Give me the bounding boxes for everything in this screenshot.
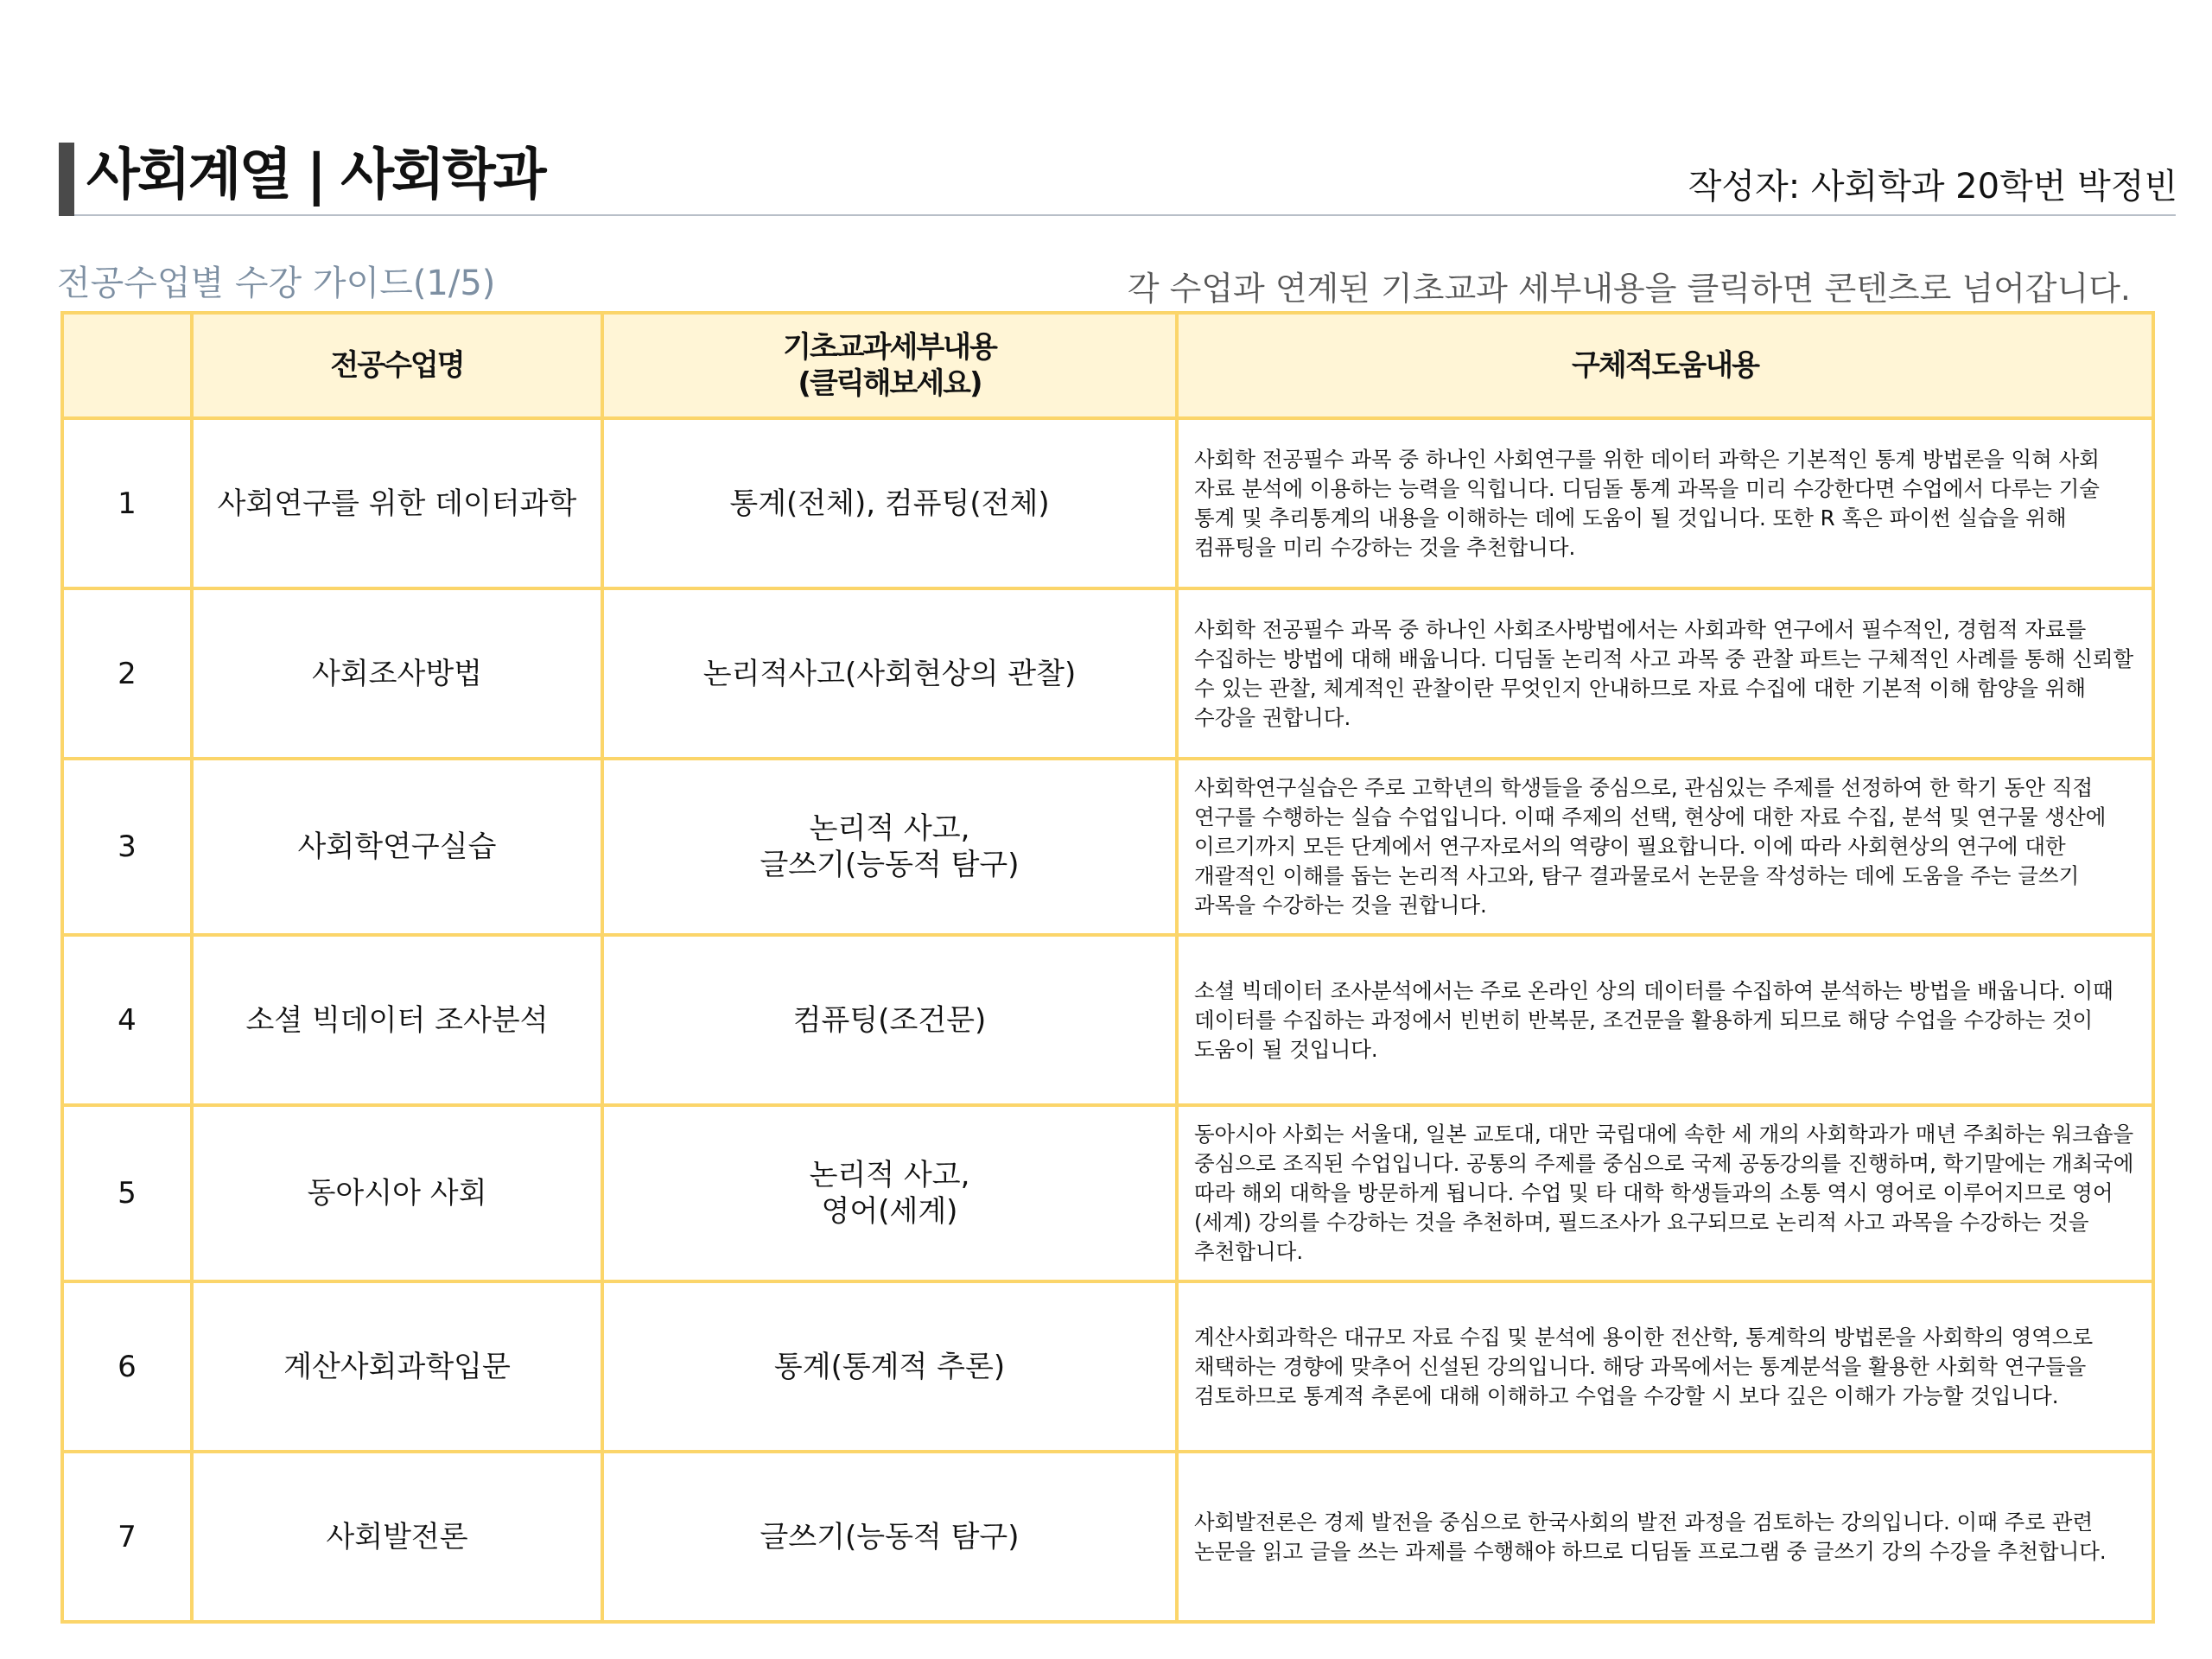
foundation-link[interactable] [602,759,1177,935]
foundation-link-line1[interactable]: 컴퓨팅(조건문) [792,1002,987,1038]
course-name: 사회조사방법 [192,588,602,759]
row-number: 1 [62,418,192,588]
course-name: 사회학연구실습 [192,759,602,935]
foundation-link-line1[interactable]: 통계(통계적 추론) [773,1349,1006,1384]
header-link-line2: (클릭해보세요) [798,366,982,401]
foundation-link-line1[interactable]: 논리적 사고, [809,811,970,846]
row-number: 2 [62,588,192,759]
table-row [62,1281,2153,1452]
header-help: 구체적도움내용 [1177,313,2153,418]
help-description: 사회학 전공필수 과목 중 하나인 사회연구를 위한 데이터 과학은 기본적인 통계 방법론을 익혀 사회 자료 분석에 이용하는 능력을 익힙니다. 디딤돌 통계 과목을 미리 수강한다면 수업에서 다루는 기술 통계 및 추리통계의 내용을 이해하는 데에 도움이 될 것입니다. 또한 R 혹은 파이썬 실습을 위해 컴퓨팅을 미리 수강하는 것을 추천합니다. [1177,418,2153,588]
foundation-link-line2[interactable]: 글쓰기(능동적 탐구) [760,848,1020,882]
row-number: 6 [62,1281,192,1452]
table-header-row [62,313,2153,418]
help-description: 사회발전론은 경제 발전을 중심으로 한국사회의 발전 과정을 검토하는 강의입니다. 이때 주로 관련 논문을 읽고 글을 쓰는 과제를 수행해야 하므로 디딤돌 프로그램 중 글쓰기 강의 수강을 추천합니다. [1177,1452,2153,1622]
course-name: 사회발전론 [192,1452,602,1622]
help-description: 계산사회과학은 대규모 자료 수집 및 분석에 용이한 전산학, 통계학의 방법론을 사회학의 영역으로 채택하는 경향에 맞추어 신설된 강의입니다. 해당 과목에서는 통계분석을 활용한 사회학 연구들을 검토하므로 통계적 추론에 대해 이해하고 수업을 수강할 시 보다 깊은 이해가 가능할 것입니다. [1177,1281,2153,1452]
course-guide-table [60,311,2155,1624]
guide-subtitle: 전공수업별 수강 가이드(1/5) [57,264,496,303]
table-row [62,418,2153,588]
table-row [62,1452,2153,1622]
table-row [62,588,2153,759]
header-divider [74,214,2176,216]
author-label: 작성자: 사회학과 20학번 박정빈 [1688,167,2177,207]
help-description: 동아시아 사회는 서울대, 일본 교토대, 대만 국립대에 속한 세 개의 사회학과가 매년 주최하는 워크숍을 중심으로 조직된 수업입니다. 공통의 주제를 중심으로 국제 공동강의를 진행하며, 학기말에는 개최국에 따라 해외 대학을 방문하게 됩니다. 수업 및 타 대학 학생들과의 소통 역시 영어로 이루어지므로 영어(세계) 강의를 수강하는 것을 추천하며, 필드조사가 요구되므로 논리적 사고 과목을 수강하는 것을 추천합니다. [1177,1105,2153,1281]
header-number [62,313,192,418]
row-number: 3 [62,759,192,935]
row-number: 5 [62,1105,192,1281]
help-description: 사회학연구실습은 주로 고학년의 학생들을 중심으로, 관심있는 주제를 선정하여 한 학기 동안 직접 연구를 수행하는 실습 수업입니다. 이때 주제의 선택, 현상에 대한 자료 수집, 분석 및 연구물 생산에 이르기까지 모든 단계에서 연구자로서의 역량이 필요합니다. 이에 따라 사회현상의 연구에 대한 개괄적인 이해를 돕는 논리적 사고와, 탐구 결과물로서 논문을 작성하는 데에 도움을 주는 글쓰기 과목을 수강하는 것을 권합니다. [1177,759,2153,935]
help-description: 소셜 빅데이터 조사분석에서는 주로 온라인 상의 데이터를 수집하여 분석하는 방법을 배웁니다. 이때 데이터를 수집하는 과정에서 빈번히 반복문, 조건문을 활용하게 되므로 해당 수업을 수강하는 것이 도움이 될 것입니다. [1177,935,2153,1105]
row-number: 4 [62,935,192,1105]
foundation-link[interactable] [602,935,1177,1105]
foundation-link[interactable] [602,418,1177,588]
course-name: 사회연구를 위한 데이터과학 [192,418,602,588]
course-name: 계산사회과학입문 [192,1281,602,1452]
foundation-link-line2[interactable]: 영어(세계) [821,1194,958,1229]
foundation-link[interactable] [602,1452,1177,1622]
table-row [62,1105,2153,1281]
foundation-link[interactable] [602,1105,1177,1281]
foundation-link[interactable] [602,1281,1177,1452]
table-row [62,759,2153,935]
header-link [602,313,1177,418]
title-accent-bar [59,143,74,216]
course-name: 소셜 빅데이터 조사분석 [192,935,602,1105]
click-notice: 각 수업과 연계된 기초교과 세부내용을 클릭하면 콘텐츠로 넘어갑니다. [1127,270,2131,308]
row-number: 7 [62,1452,192,1622]
foundation-link-line1[interactable]: 글쓰기(능동적 탐구) [760,1519,1020,1554]
table-row [62,935,2153,1105]
course-name: 동아시아 사회 [192,1105,602,1281]
page-title: 사회계열 | 사회학과 [86,143,544,207]
foundation-link[interactable] [602,588,1177,759]
header-link-line1: 기초교과세부내용 [783,330,996,365]
foundation-link-line1[interactable]: 논리적 사고, [809,1158,970,1192]
foundation-link-line1[interactable]: 논리적사고(사회현상의 관찰) [702,656,1077,691]
help-description: 사회학 전공필수 과목 중 하나인 사회조사방법에서는 사회과학 연구에서 필수적인, 경험적 자료를 수집하는 방법에 대해 배웁니다. 디딤돌 논리적 사고 과목 중 관찰 파트는 구체적인 사례를 통해 신뢰할 수 있는 관찰, 체계적인 관찰이란 무엇인지 안내하므로 자료 수집에 대한 기본적 이해 함양을 위해 수강을 권합니다. [1177,588,2153,759]
foundation-link-line1[interactable]: 통계(전체), 컴퓨팅(전체) [729,486,1050,521]
header-course: 전공수업명 [192,313,602,418]
